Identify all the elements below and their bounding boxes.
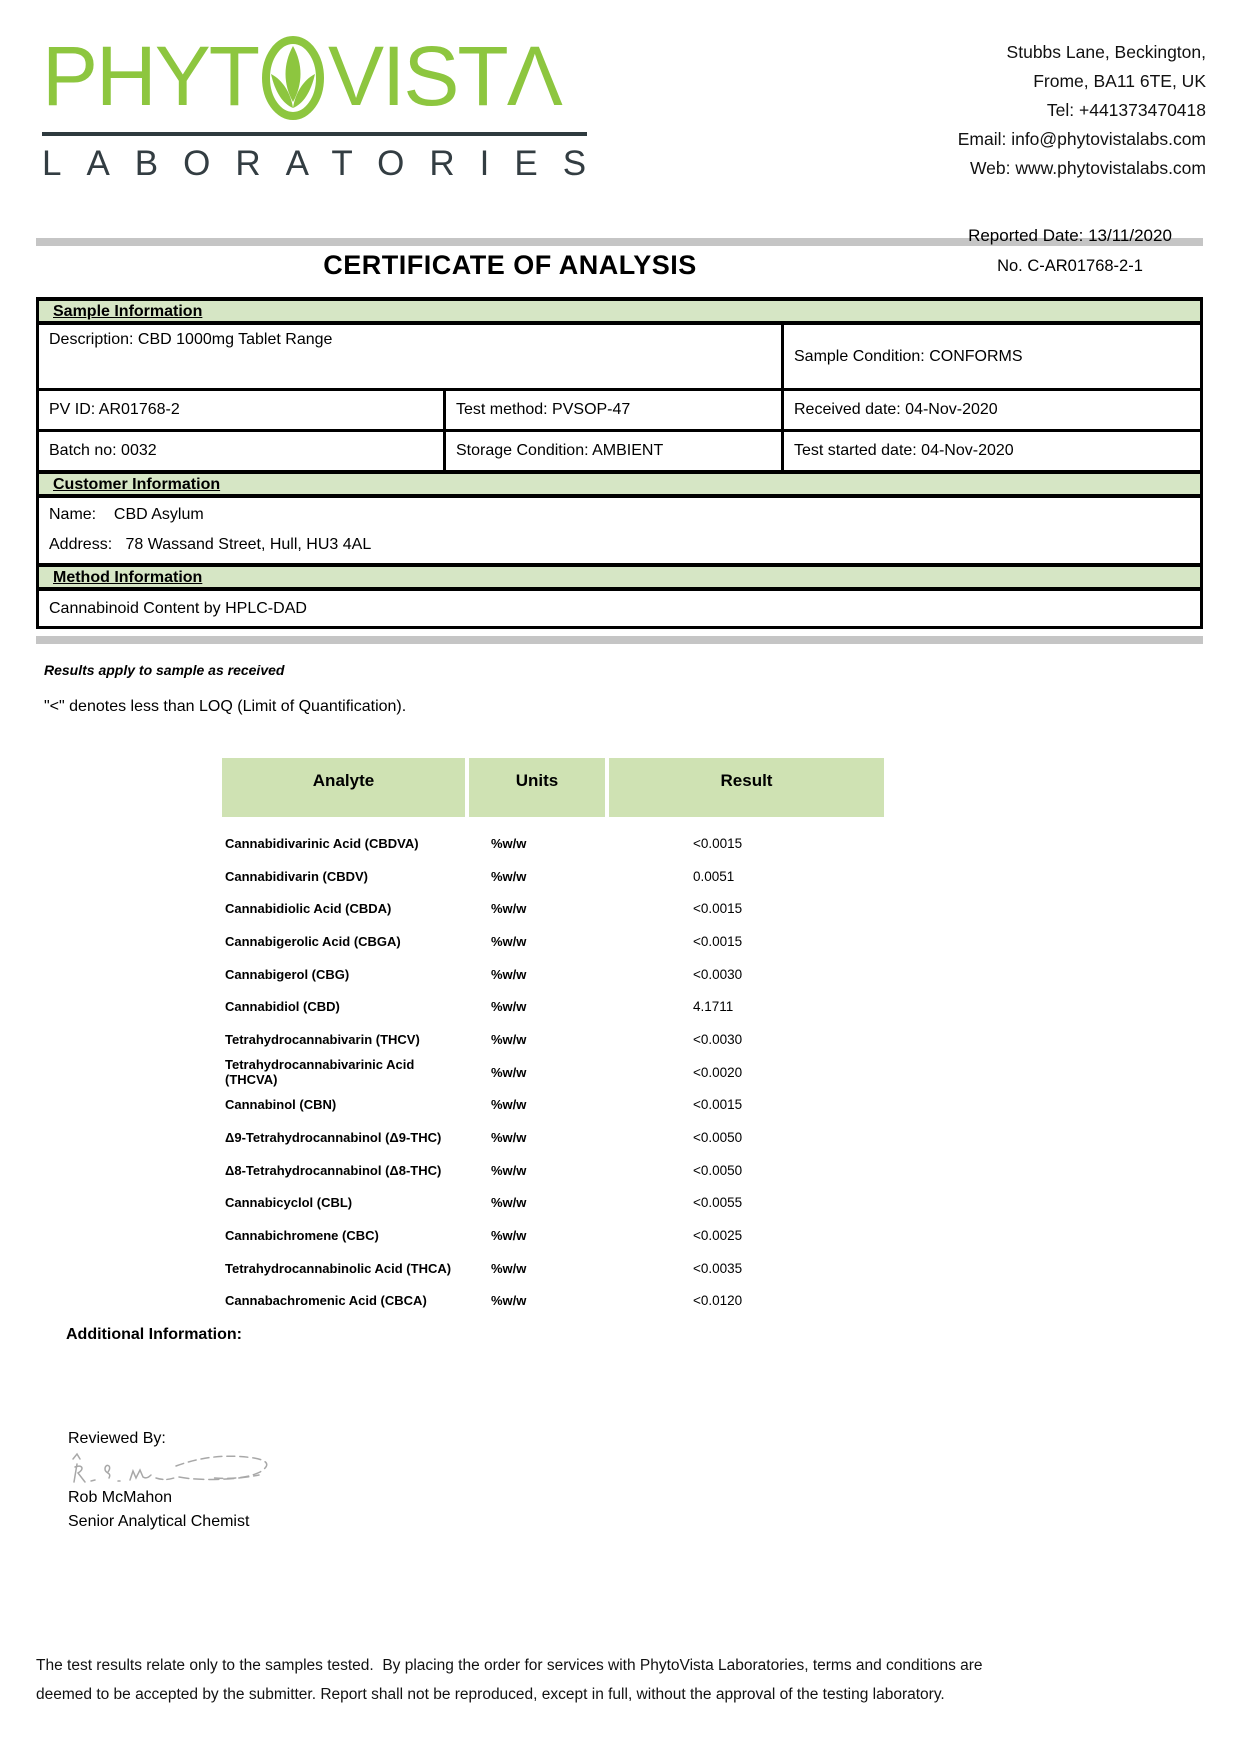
leaf-icon bbox=[261, 32, 325, 120]
analyte-name: Cannabicyclol (CBL) bbox=[225, 1195, 353, 1211]
result-value: <0.0020 bbox=[693, 1064, 743, 1080]
result-value: <0.0015 bbox=[693, 901, 743, 917]
units-value: %w/w bbox=[491, 1162, 527, 1178]
lab-address bbox=[640, 38, 1206, 183]
received-date-cell: Received date: 04-Nov-2020 bbox=[781, 391, 1200, 429]
analyte-name: Cannabigerolic Acid (CBGA) bbox=[225, 933, 401, 949]
table-row bbox=[222, 925, 884, 958]
table-row bbox=[222, 860, 884, 893]
storage-condition-cell: Storage Condition: AMBIENT bbox=[443, 432, 781, 470]
table-row bbox=[222, 1121, 884, 1154]
logo-wordmark bbox=[42, 26, 590, 126]
result-value: 0.0051 bbox=[693, 868, 735, 884]
address-line: Email: info@phytovistalabs.com bbox=[957, 129, 1206, 149]
additional-information-label: Additional Information: bbox=[66, 1326, 242, 1343]
units-value: %w/w bbox=[491, 1130, 527, 1146]
result-value: <0.0055 bbox=[693, 1195, 743, 1211]
test-method-cell: Test method: PVSOP-47 bbox=[443, 391, 781, 429]
customer-address: Address: 78 Wassand Street, Hull, HU3 4AL bbox=[49, 536, 372, 553]
sample-condition-cell: Sample Condition: CONFORMS bbox=[781, 325, 1200, 388]
table-row bbox=[222, 1219, 884, 1252]
section-header-label: Sample Information bbox=[53, 303, 203, 320]
sample-row-batch bbox=[36, 432, 1203, 473]
result-value: <0.0050 bbox=[693, 1130, 743, 1146]
customer-info-box bbox=[36, 498, 1203, 566]
description-cell: Description: CBD 1000mg Tablet Range bbox=[49, 331, 333, 348]
sample-row-description bbox=[36, 325, 1203, 391]
result-value: <0.0030 bbox=[693, 966, 743, 982]
address-line: Frome, BA11 6TE, UK bbox=[1033, 71, 1206, 91]
units-value: %w/w bbox=[491, 1031, 527, 1047]
table-row bbox=[222, 1089, 884, 1122]
units-value: %w/w bbox=[491, 901, 527, 917]
analyte-name: Tetrahydrocannabivarinic Acid (THCVA) bbox=[225, 1057, 415, 1088]
result-value: <0.0025 bbox=[693, 1228, 743, 1244]
result-value: <0.0030 bbox=[693, 1031, 743, 1047]
address-line: Web: www.phytovistalabs.com bbox=[969, 158, 1206, 178]
logo-divider bbox=[42, 132, 587, 136]
customer-name: Name: CBD Asylum bbox=[49, 506, 204, 523]
result-value: <0.0050 bbox=[693, 1162, 743, 1178]
table-row bbox=[222, 1187, 884, 1220]
table-row bbox=[222, 1023, 884, 1056]
analyte-name: Tetrahydrocannabivarin (THCV) bbox=[225, 1031, 420, 1047]
report-number: No. C-AR01768-2-1 bbox=[997, 257, 1143, 275]
analyte-name: Δ9-Tetrahydrocannabinol (Δ9-THC) bbox=[225, 1130, 442, 1146]
section-header-customer bbox=[36, 470, 1203, 498]
page-title: CERTIFICATE OF ANALYSIS bbox=[323, 250, 697, 280]
result-value: <0.0120 bbox=[693, 1293, 743, 1309]
units-value: %w/w bbox=[491, 933, 527, 949]
analyte-name: Cannabidiol (CBD) bbox=[225, 999, 340, 1015]
section-header-method bbox=[36, 563, 1203, 591]
analyte-name: Cannabachromenic Acid (CBCA) bbox=[225, 1293, 427, 1309]
logo-text-mid: VIST bbox=[328, 29, 507, 123]
logo-subtext: LABORATORIES bbox=[42, 144, 612, 183]
signature-scribble bbox=[64, 1450, 284, 1492]
analyte-name: Cannabichromene (CBC) bbox=[225, 1228, 379, 1244]
loq-note: "<" denotes less than LOQ (Limit of Quantification). bbox=[44, 698, 407, 715]
section-header-label: Customer Information bbox=[53, 476, 221, 493]
units-value: %w/w bbox=[491, 999, 527, 1015]
reviewer-title: Senior Analytical Chemist bbox=[68, 1513, 250, 1530]
result-value: <0.0015 bbox=[693, 933, 743, 949]
column-header-result: Result bbox=[609, 758, 884, 817]
table-row bbox=[222, 990, 884, 1023]
logo-text-left: PHYT bbox=[42, 29, 259, 123]
analyte-name: Cannabidiolic Acid (CBDA) bbox=[225, 901, 392, 917]
sample-row-ids bbox=[36, 391, 1203, 432]
section-header-sample bbox=[36, 297, 1203, 325]
units-value: %w/w bbox=[491, 1293, 527, 1309]
footer-line: deemed to be accepted by the submitter. Report shall not be reproduced, except in full, without the approval of the testing laboratory. bbox=[36, 1685, 945, 1703]
test-started-date-cell: Test started date: 04-Nov-2020 bbox=[781, 432, 1200, 470]
address-line: Tel: +441373470418 bbox=[1046, 100, 1206, 120]
table-row bbox=[222, 1252, 884, 1285]
analyte-name: Cannabinol (CBN) bbox=[225, 1097, 337, 1113]
reviewer-name: Rob McMahon bbox=[68, 1489, 173, 1506]
method-info-box: Cannabinoid Content by HPLC-DAD bbox=[36, 591, 1203, 629]
table-row bbox=[222, 958, 884, 991]
logo bbox=[42, 26, 612, 184]
info-sections bbox=[36, 297, 1203, 629]
table-row bbox=[222, 1056, 884, 1089]
units-value: %w/w bbox=[491, 966, 527, 982]
units-value: %w/w bbox=[491, 1195, 527, 1211]
batch-no-cell: Batch no: 0032 bbox=[49, 442, 157, 459]
section-header-label: Method Information bbox=[53, 569, 203, 586]
column-header-analyte: Analyte bbox=[222, 758, 465, 817]
units-value: %w/w bbox=[491, 1260, 527, 1276]
units-value: %w/w bbox=[491, 868, 527, 884]
section-divider-bar bbox=[36, 636, 1203, 644]
table-row bbox=[222, 827, 884, 860]
reviewed-by-label: Reviewed By: bbox=[68, 1430, 166, 1447]
units-value: %w/w bbox=[491, 1097, 527, 1113]
table-row bbox=[222, 1285, 884, 1318]
analyte-name: Δ8-Tetrahydrocannabinol (Δ8-THC) bbox=[225, 1162, 442, 1178]
pv-id-cell: PV ID: AR01768-2 bbox=[49, 401, 180, 418]
column-header-units: Units bbox=[469, 758, 605, 817]
analyte-name: Cannabidivarin (CBDV) bbox=[225, 868, 369, 884]
results-table bbox=[222, 758, 884, 1317]
analyte-name: Cannabigerol (CBG) bbox=[225, 966, 350, 982]
result-value: <0.0015 bbox=[693, 835, 743, 851]
analyte-name: Tetrahydrocannabinolic Acid (THCA) bbox=[225, 1260, 452, 1276]
table-row bbox=[222, 1154, 884, 1187]
reported-date: Reported Date: 13/11/2020 bbox=[968, 226, 1172, 245]
footer-line: The test results relate only to the samples tested. By placing the order for services with PhytoVista Laboratories, terms and conditions are bbox=[36, 1657, 983, 1674]
results-note: Results apply to sample as received bbox=[44, 662, 285, 678]
result-value: 4.1711 bbox=[693, 999, 734, 1015]
analyte-name: Cannabidivarinic Acid (CBDVA) bbox=[225, 835, 419, 851]
result-value: <0.0035 bbox=[693, 1260, 743, 1276]
logo-text-last: Λ bbox=[506, 29, 561, 123]
table-row bbox=[222, 892, 884, 925]
footer-disclaimer bbox=[36, 1652, 1208, 1709]
results-table-header bbox=[222, 758, 884, 817]
units-value: %w/w bbox=[491, 835, 527, 851]
address-line: Stubbs Lane, Beckington, bbox=[1006, 42, 1206, 62]
results-table-body bbox=[222, 827, 884, 1317]
result-value: <0.0015 bbox=[693, 1097, 743, 1113]
units-value: %w/w bbox=[491, 1064, 527, 1080]
units-value: %w/w bbox=[491, 1228, 527, 1244]
